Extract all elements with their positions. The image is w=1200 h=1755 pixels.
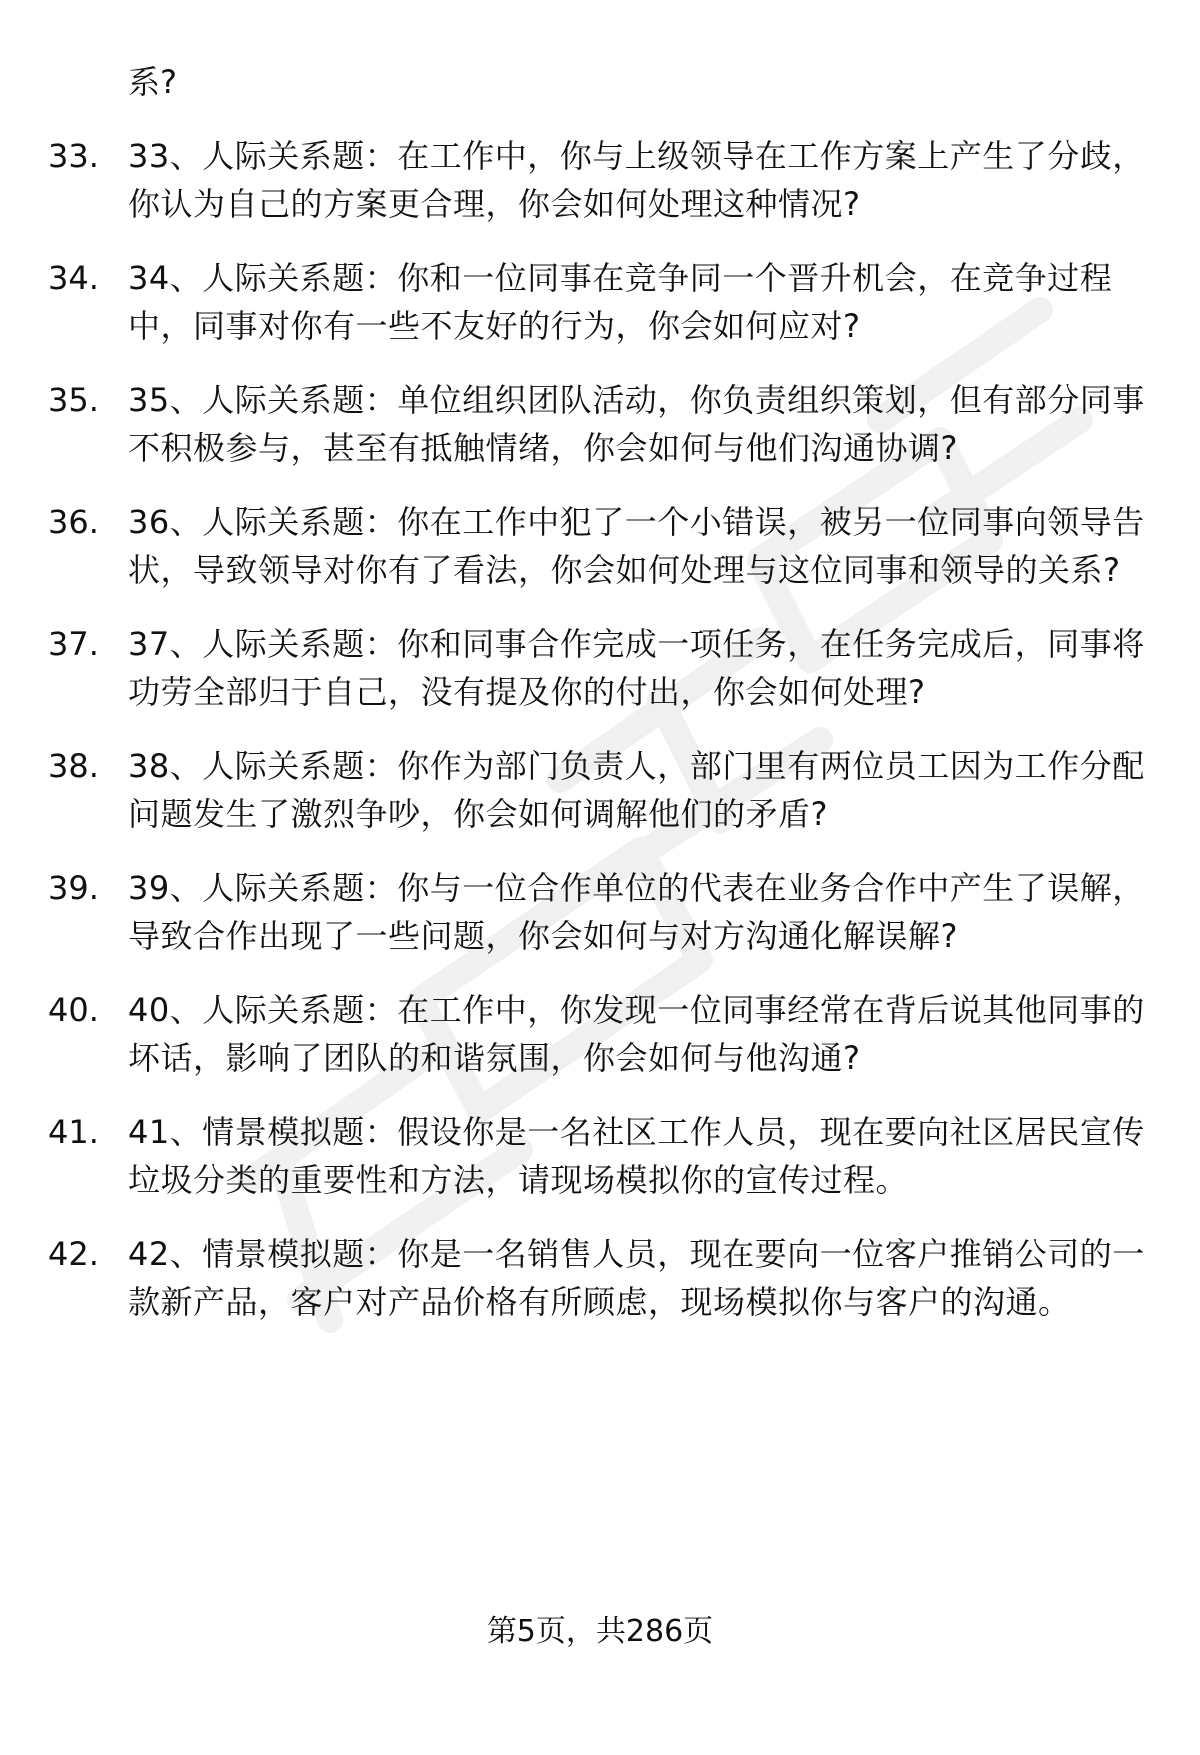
question-number: 39. [48,869,99,907]
question-item [48,864,1158,960]
question-item [48,132,1158,228]
question-content [48,58,1158,1326]
question-number: 40. [48,991,99,1029]
question-number: 36. [48,503,99,541]
question-number: 41. [48,1113,99,1151]
question-text: 38、人际关系题：你作为部门负责人，部门里有两位员工因为工作分配问题发生了激烈争吵，你会如何调解他们的矛盾? [128,747,1145,833]
question-number: 38. [48,747,99,785]
question-number: 37. [48,625,99,663]
question-number: 33. [48,137,99,175]
question-text: 35、人际关系题：单位组织团队活动，你负责组织策划，但有部分同事不积极参与，甚至有抵触情绪，你会如何与他们沟通协调? [128,381,1145,467]
question-item [48,742,1158,838]
question-text: 40、人际关系题：在工作中，你发现一位同事经常在背后说其他同事的坏话，影响了团队的和谐氛围，你会如何与他沟通? [128,991,1145,1077]
question-text: 42、情景模拟题：你是一名销售人员，现在要向一位客户推销公司的一款新产品，客户对产品价格有所顾虑，现场模拟你与客户的沟通。 [128,1235,1145,1321]
question-list [48,132,1158,1326]
question-item [48,1108,1158,1204]
question-text: 41、情景模拟题：假设你是一名社区工作人员，现在要向社区居民宣传垃圾分类的重要性和方法，请现场模拟你的宣传过程。 [128,1113,1145,1199]
question-item [48,986,1158,1082]
question-item [48,376,1158,472]
question-item [48,498,1158,594]
question-text: 33、人际关系题：在工作中，你与上级领导在工作方案上产生了分歧，你认为自己的方案更合理，你会如何处理这种情况? [128,137,1145,223]
question-number: 34. [48,259,99,297]
question-item [48,1230,1158,1326]
question-item [48,254,1158,350]
question-text: 39、人际关系题：你与一位合作单位的代表在业务合作中产生了误解，导致合作出现了一些问题，你会如何与对方沟通化解误解? [128,869,1145,955]
question-text: 36、人际关系题：你在工作中犯了一个小错误，被另一位同事向领导告状，导致领导对你有了看法，你会如何处理与这位同事和领导的关系? [128,503,1145,589]
page-number-label: 第5页，共286页 [486,1614,714,1649]
question-number: 42. [48,1235,99,1273]
question-number: 35. [48,381,99,419]
question-item [48,620,1158,716]
question-text: 37、人际关系题：你和同事合作完成一项任务，在任务完成后，同事将功劳全部归于自己，没有提及你的付出，你会如何处理? [128,625,1145,711]
page-footer [0,1612,1200,1652]
continued-question-text: 系? [128,63,177,101]
question-text: 34、人际关系题：你和一位同事在竞争同一个晋升机会，在竞争过程中，同事对你有一些不友好的行为，你会如何应对? [128,259,1113,345]
